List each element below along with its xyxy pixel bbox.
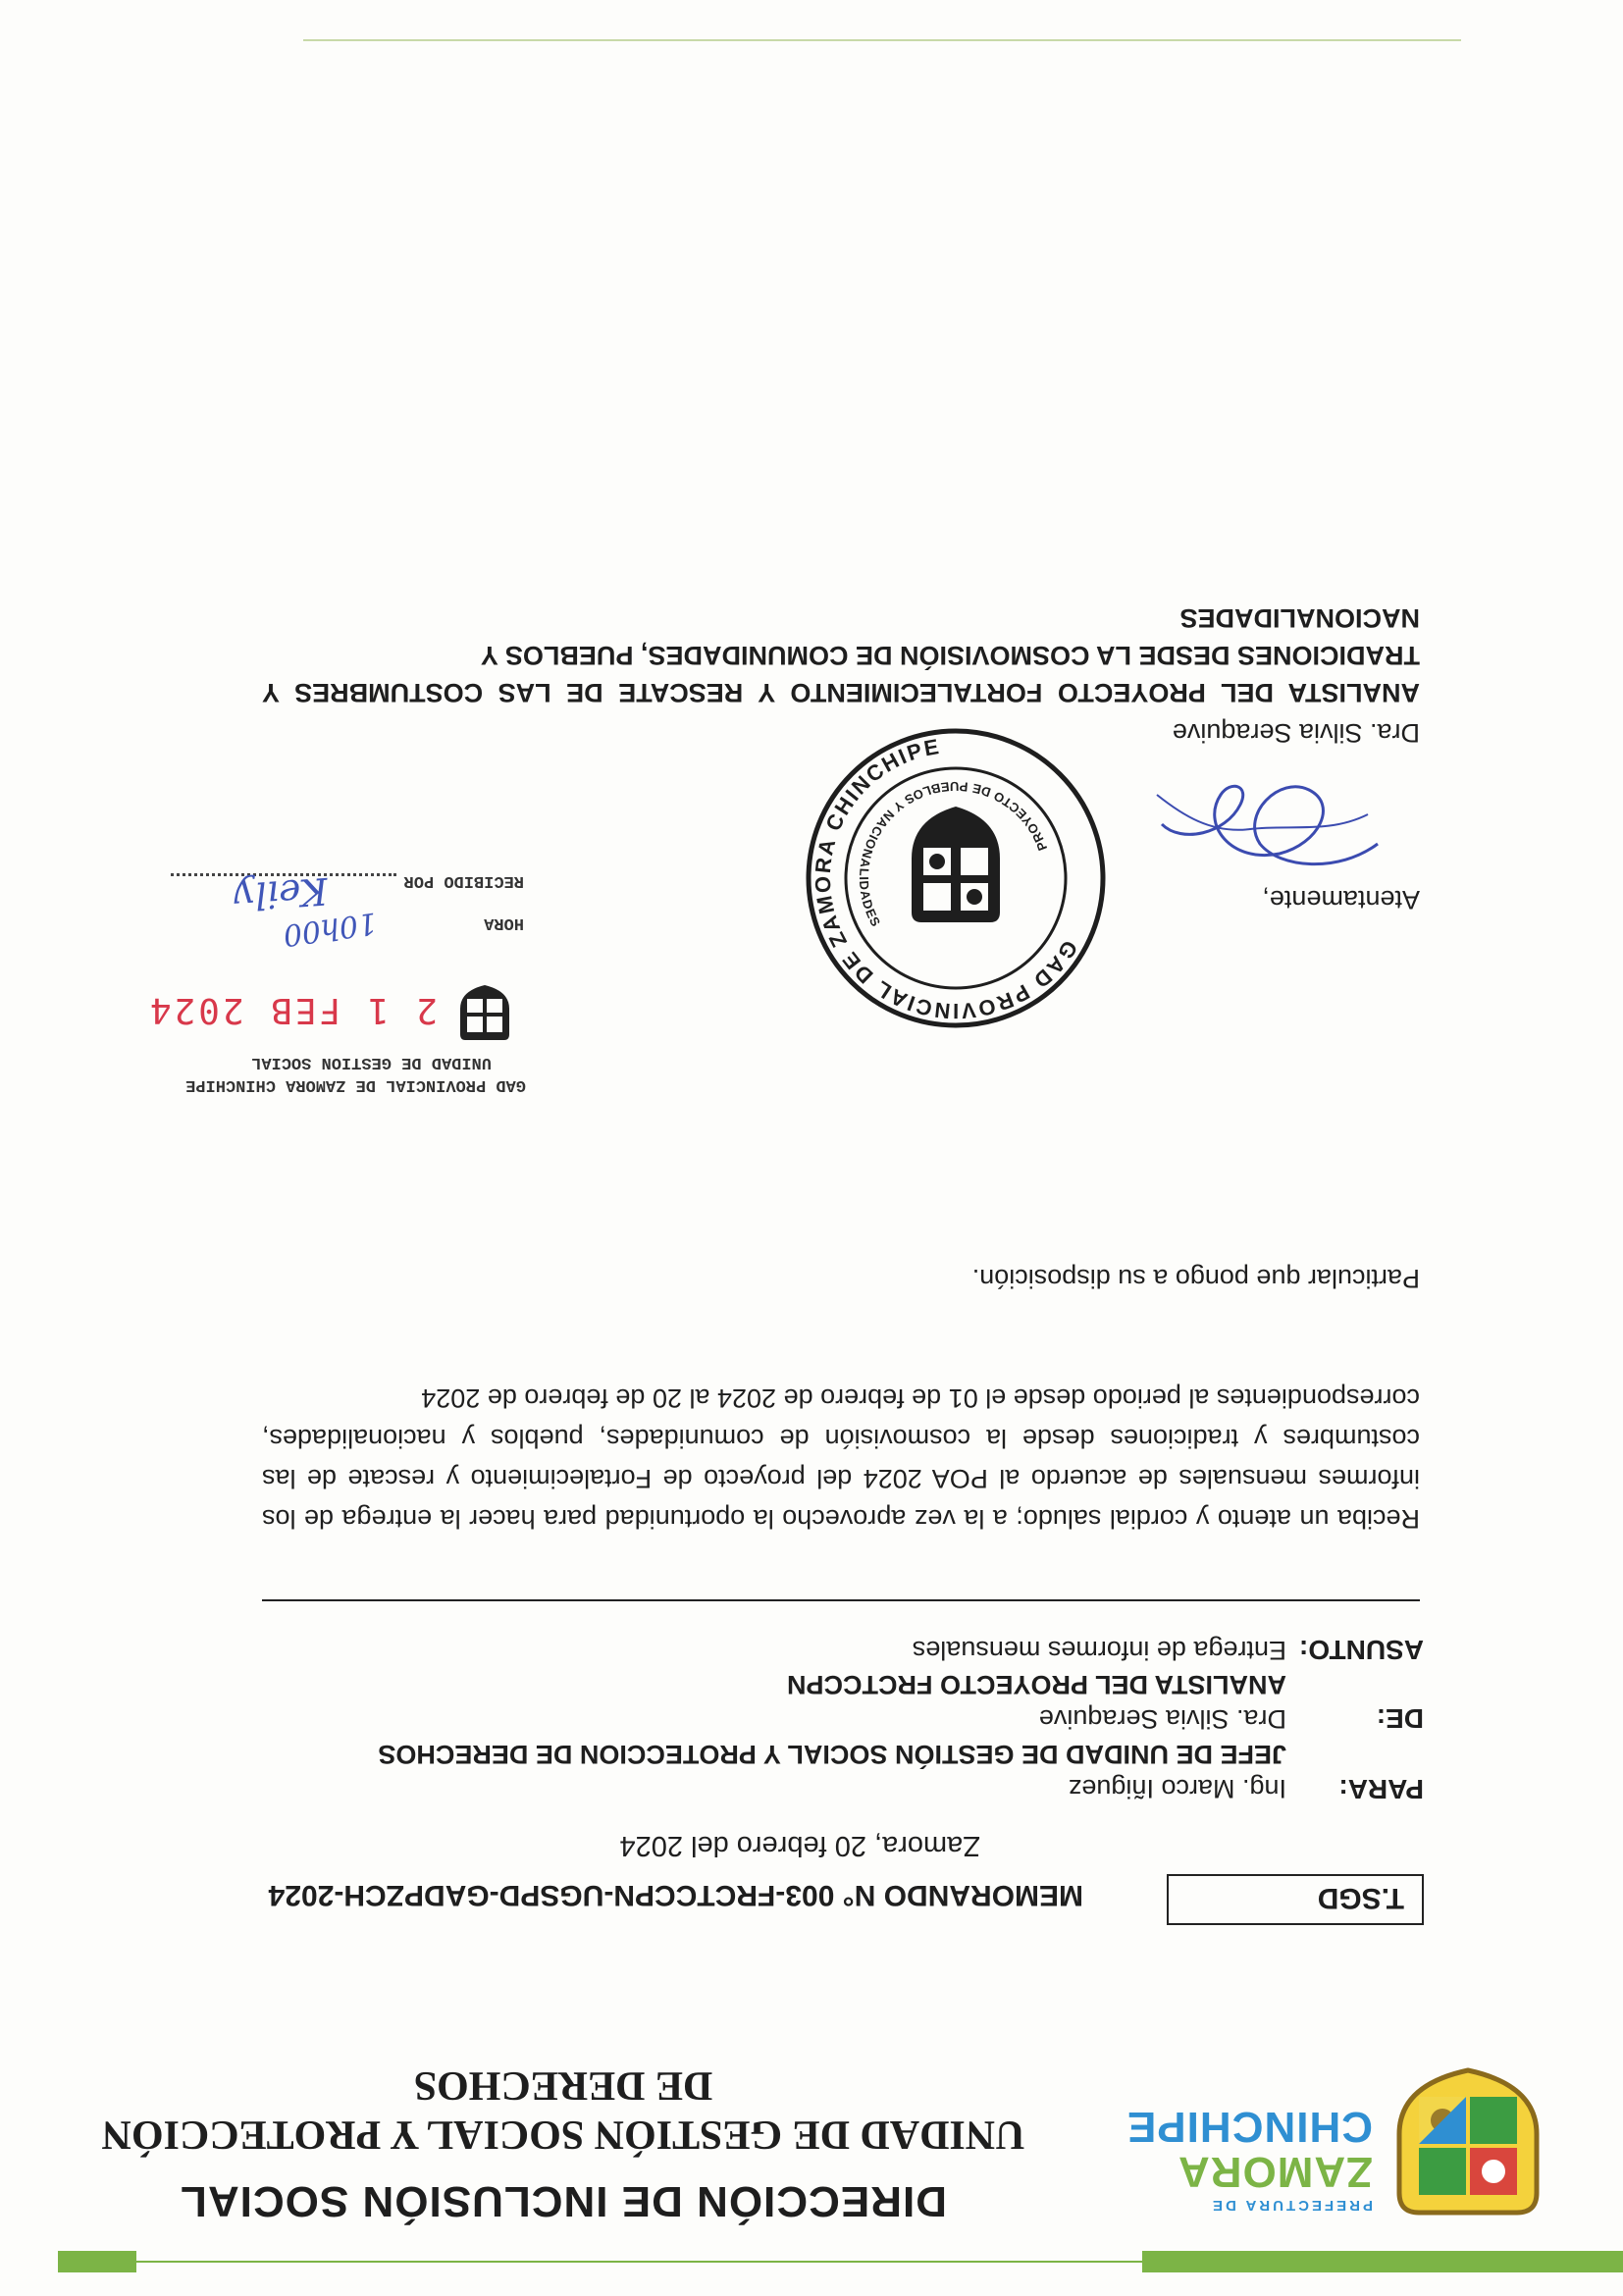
asunto-label: ASUNTO: (1298, 1635, 1424, 1665)
logo-line-prefectura: PREFECTURA DE (1210, 2197, 1373, 2214)
body-line: correspondientes al periodo desde el 01 de febrero de 2024 al 20 de febrero de 2024 (421, 1383, 1420, 1413)
reception-stamp-emblem (455, 983, 514, 1048)
body-line: Reciba un atento y cordial saludo; a la vez aprovecho la oportunidad para hacer la entrega de los (262, 1504, 1420, 1534)
reception-stamp-org: GAD PROVINCIAL DE ZAMORA CHINCHIPE (185, 1075, 526, 1094)
asunto-value: Entrega de informes mensuales (912, 1636, 1286, 1665)
body-line: costumbres y tradiciones desde la cosmovisión de comunidades, pueblos y nacionalidades, (262, 1424, 1420, 1453)
signer-name: Dra. Silvia Seraquive (1172, 718, 1420, 748)
document-code-box: T.SGD (1167, 1874, 1424, 1925)
logo-line-chinchipe: CHINCHIPE (1126, 2103, 1373, 2151)
reception-stamp-date: 2 1 FEB 2024 (146, 990, 438, 1030)
header-subtitle (53, 2061, 1073, 2159)
footer-line (303, 39, 1461, 41)
reception-stamp-unit: UNIDAD DE GESTION SOCIAL (251, 1053, 492, 1071)
logo-line-zamora: ZAMORA (1177, 2148, 1373, 2196)
para-title: JEFE DE UNIDAD DE GESTIÓN SOCIAL Y PROTECCION DE DERECHOS (378, 1740, 1286, 1769)
handwritten-signature (1142, 756, 1397, 883)
de-name: Dra. Silvia Seraquive (1038, 1704, 1286, 1734)
header-bar-line (136, 2261, 1142, 2263)
signer-role-line: TRADICIONES DESDE LA COSMOVISIÓN DE COMUNIDADES, PUEBLOS Y NACIONALIDADES (481, 603, 1420, 670)
memo-date: Zamora, 20 febrero del 2024 (619, 1830, 980, 1861)
reception-recibido-label: RECIBIDO POR (403, 871, 524, 890)
header-subtitle-line2: DE DERECHOS (413, 2062, 713, 2108)
body-paragraph (262, 1378, 1420, 1539)
header-title: DIRECCIÓN DE INCLUSIÓN SOCIAL (180, 2177, 947, 2225)
reception-hora-label: HORA (484, 913, 524, 932)
de-title: ANALISTA DEL PROYECTO FRCTCCPN (786, 1670, 1286, 1699)
sign-off: Atentamente, (1262, 885, 1420, 914)
signer-role-line: ANALISTA DEL PROYECTO FORTALECIMIENTO Y RESCATE DE LAS COSTUMBRES Y (262, 678, 1420, 707)
memo-number: MEMORANDO N° 003-FRCTCCPN-UGSPD-GADPZCH-2024 (268, 1879, 1083, 1911)
header-subtitle-line1: UNIDAD DE GESTIÓN SOCIAL Y PROTECCIÓN (101, 2112, 1025, 2157)
divider-rule (262, 1599, 1420, 1601)
para-name: Ing. Marco Iñiguez (1068, 1774, 1286, 1803)
de-label: DE: (1376, 1703, 1424, 1734)
svg-text:PROYECTO DE PUEBLOS Y NACIONAL: PROYECTO DE PUEBLOS Y NACIONALIDADES (856, 778, 1051, 930)
closing-text: Particular que pongo a su disposición. (971, 1264, 1420, 1293)
svg-text:GAD PROVINCIAL DE ZAMORA CHINC: GAD PROVINCIAL DE ZAMORA CHINCHIPE (810, 733, 1083, 1024)
header-bar-right (58, 2251, 136, 2272)
signer-role (262, 600, 1420, 711)
reception-recibido-handwritten: Keily (232, 868, 330, 919)
body-line: informes mensuales de acuerdo al POA 2024 del proyecto de Fortalecimiento y rescate de las (262, 1464, 1420, 1493)
reception-hora-handwritten: 10h00 (281, 905, 379, 953)
coat-of-arms-logo (1380, 2065, 1556, 2232)
header-bar-left (1142, 2251, 1623, 2272)
official-seal (804, 726, 1108, 1030)
para-label: PARA: (1338, 1774, 1424, 1804)
